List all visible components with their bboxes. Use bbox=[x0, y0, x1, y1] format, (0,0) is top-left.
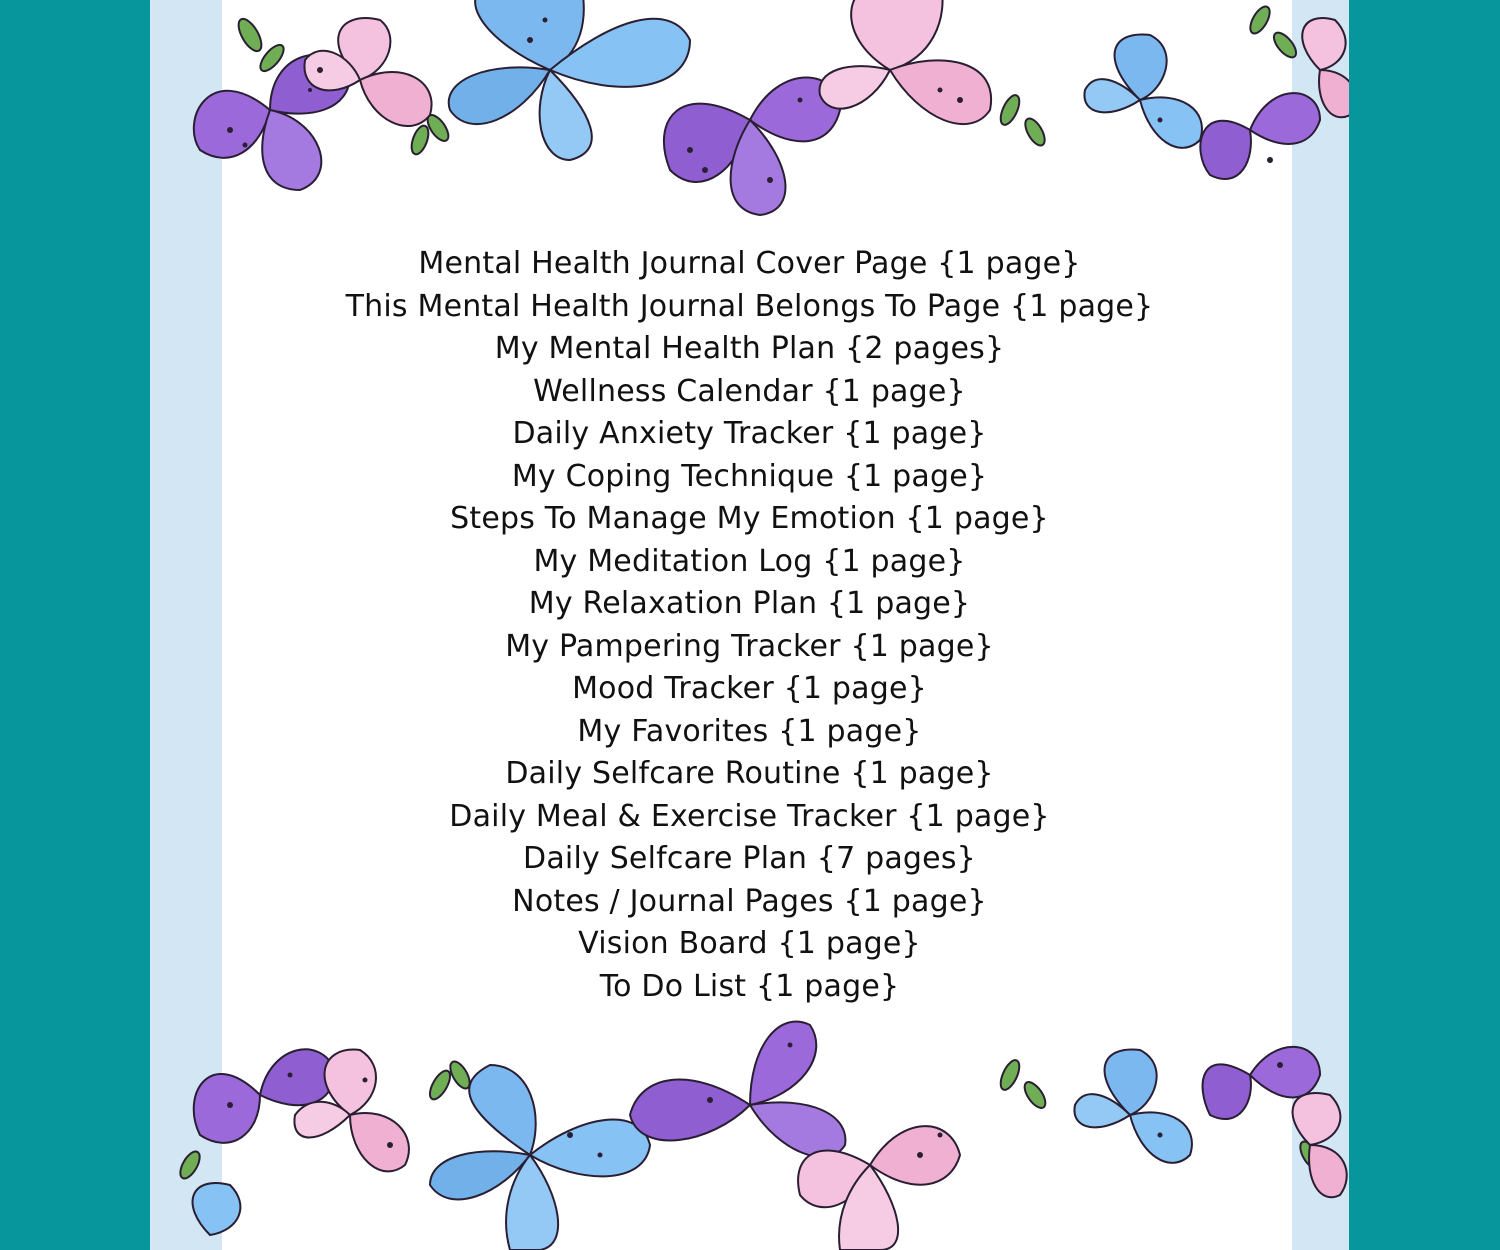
list-item: My Coping Technique {1 page} bbox=[511, 458, 988, 494]
contents-list bbox=[150, 243, 1349, 1008]
list-item: My Pampering Tracker {1 page} bbox=[505, 628, 994, 664]
purple-lily-icon bbox=[664, 78, 840, 216]
list-item: To Do List {1 page} bbox=[599, 968, 900, 1004]
top-floral-border-icon bbox=[150, 0, 1349, 225]
blue-lily-icon bbox=[1084, 34, 1201, 147]
list-item: Vision Board {1 page} bbox=[578, 926, 921, 961]
purple-lily-icon bbox=[630, 1022, 845, 1157]
blue-lily-icon bbox=[193, 1183, 241, 1235]
purple-lily-icon bbox=[1200, 93, 1320, 179]
bottom-floral-border-icon bbox=[150, 1005, 1349, 1250]
list-item: My Relaxation Plan {1 page} bbox=[528, 586, 971, 621]
list-item: Mood Tracker {1 page} bbox=[572, 671, 927, 706]
blue-lily-icon bbox=[430, 1065, 650, 1250]
blue-lily-icon bbox=[449, 0, 690, 160]
list-item: Notes / Journal Pages {1 page} bbox=[512, 883, 987, 919]
list-item: My Favorites {1 page} bbox=[577, 713, 922, 749]
list-item: This Mental Health Journal Belongs To Page {1 page} bbox=[345, 288, 1154, 324]
pink-lily-icon bbox=[820, 0, 992, 124]
list-item: Daily Meal & Exercise Tracker {1 page} bbox=[449, 798, 1050, 834]
list-item: Daily Selfcare Routine {1 page} bbox=[505, 756, 994, 791]
list-item: Mental Health Journal Cover Page {1 page} bbox=[418, 246, 1081, 281]
list-item: My Mental Health Plan {2 pages} bbox=[494, 331, 1005, 366]
list-item: Daily Anxiety Tracker {1 page} bbox=[512, 416, 987, 451]
list-item: Daily Selfcare Plan {7 pages} bbox=[523, 841, 976, 876]
blue-lily-icon bbox=[1074, 1049, 1191, 1162]
list-item: Wellness Calendar {1 page} bbox=[533, 373, 966, 409]
list-item: Steps To Manage My Emotion {1 page} bbox=[450, 501, 1049, 536]
list-item: My Meditation Log {1 page} bbox=[533, 543, 966, 579]
